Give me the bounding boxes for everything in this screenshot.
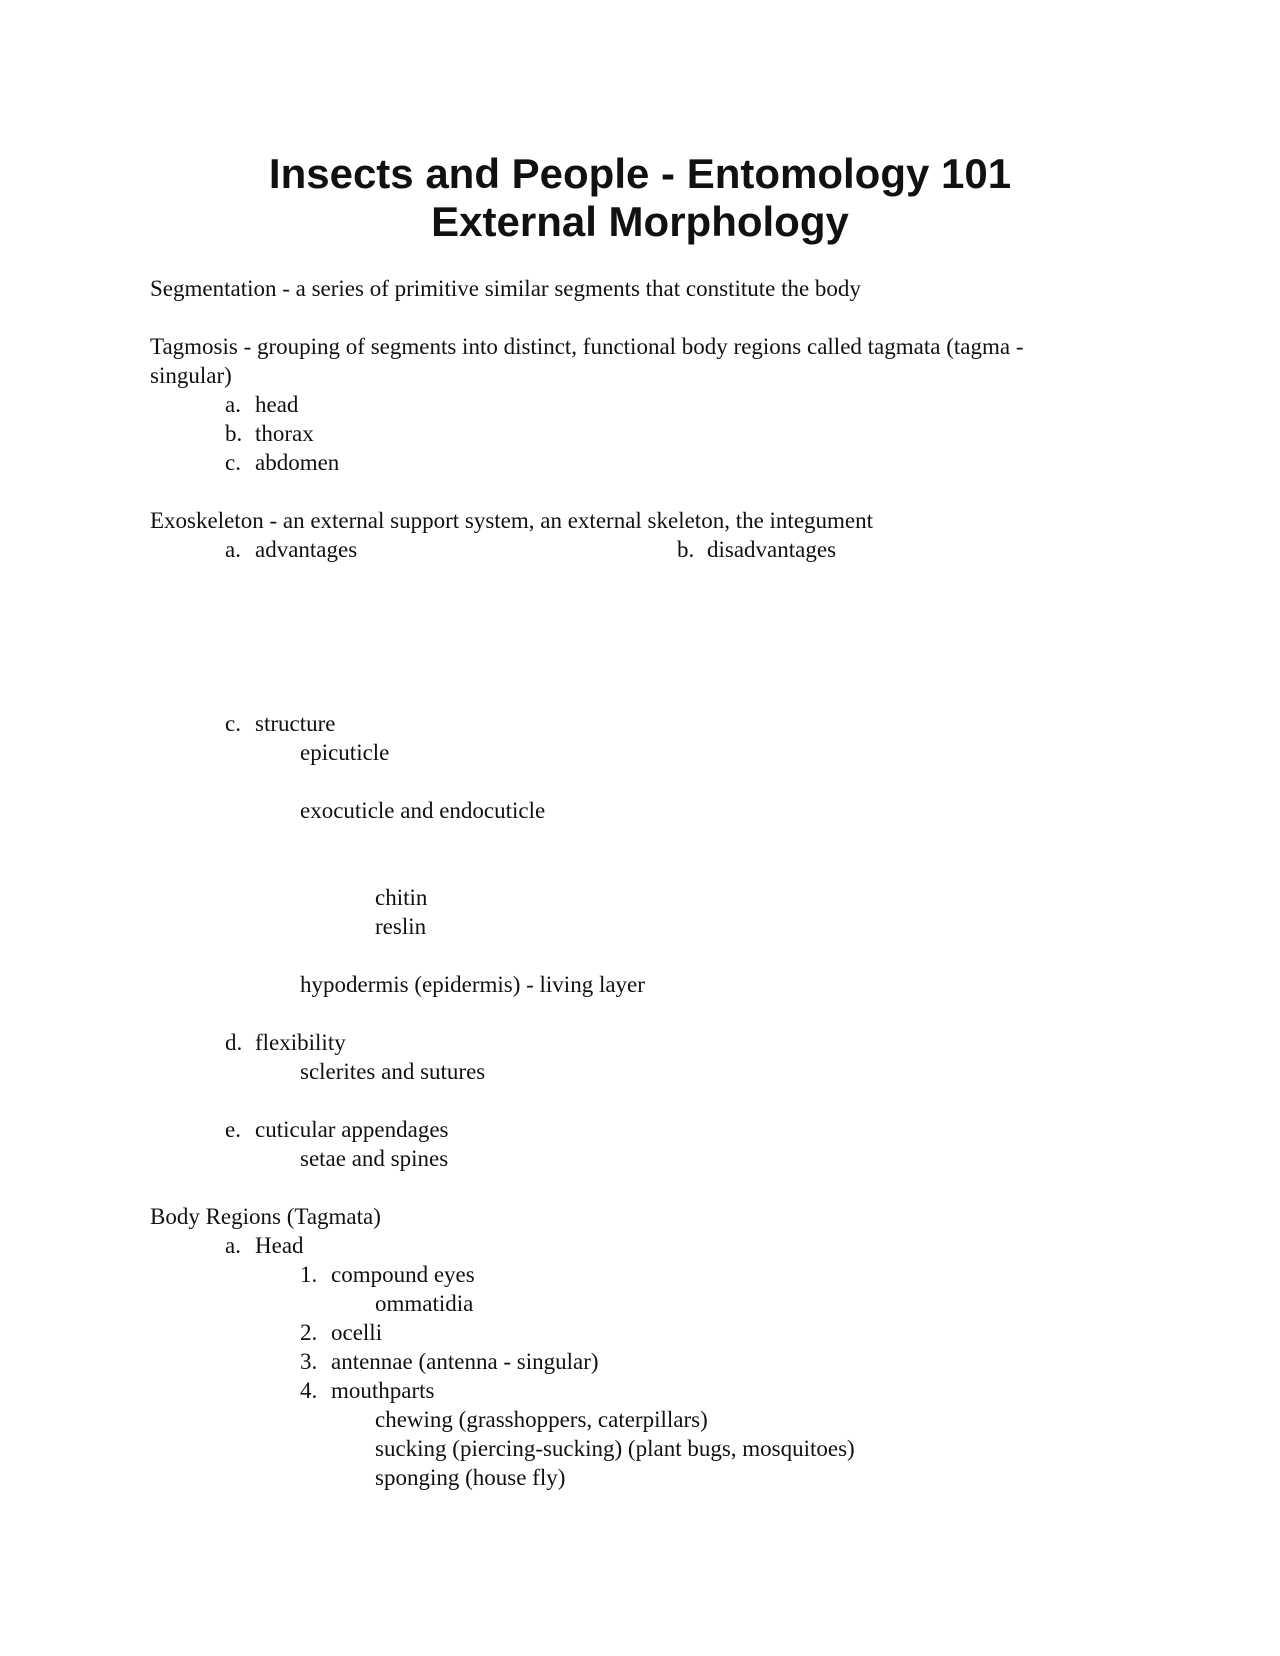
list-marker: 2. [300, 1320, 318, 1345]
mouthparts-item: mouthparts [331, 1378, 435, 1403]
mouthpart-sucking: sucking (piercing-sucking) (plant bugs, mosquitoes) [375, 1436, 855, 1461]
tagma-item-head: head [255, 392, 299, 417]
list-marker: e. [225, 1117, 241, 1142]
tagmosis-paragraph-line-2: singular) [150, 363, 232, 388]
list-marker: 3. [300, 1349, 318, 1374]
ommatidia-item: ommatidia [375, 1291, 474, 1316]
title-line-1: Insects and People - Entomology 101 [268, 150, 1012, 197]
mouthpart-chewing: chewing (grasshoppers, caterpillars) [375, 1407, 708, 1432]
tagmosis-paragraph-line-1: Tagmosis - grouping of segments into distinct, functional body regions called tagmata (tagma - [150, 334, 1024, 359]
list-marker: a. [225, 537, 241, 562]
exoskeleton-paragraph: Exoskeleton - an external support system, an external skeleton, the integument [150, 508, 874, 533]
list-marker: 4. [300, 1378, 318, 1403]
head-region-item: Head [255, 1233, 304, 1258]
sclerites-sutures-item: sclerites and sutures [300, 1059, 486, 1084]
hypodermis-item: hypodermis (epidermis) - living layer [300, 972, 645, 997]
reslin-item: reslin [375, 914, 427, 939]
mouthpart-sponging: sponging (house fly) [375, 1465, 566, 1490]
list-marker: b. [677, 537, 695, 562]
setae-spines-item: setae and spines [300, 1146, 449, 1171]
tagma-item-abdomen: abdomen [255, 450, 340, 475]
exo-endocuticle-item: exocuticle and endocuticle [300, 798, 546, 823]
list-marker: a. [225, 392, 241, 417]
list-marker: 1. [300, 1262, 318, 1287]
cuticular-appendages-item: cuticular appendages [255, 1117, 449, 1142]
list-marker: b. [225, 421, 243, 446]
list-marker: a. [225, 1233, 241, 1258]
flexibility-item: flexibility [255, 1030, 346, 1055]
ocelli-item: ocelli [331, 1320, 383, 1345]
tagma-item-thorax: thorax [255, 421, 314, 446]
segmentation-paragraph: Segmentation - a series of primitive similar segments that constitute the body [150, 276, 861, 301]
body-regions-heading: Body Regions (Tagmata) [150, 1204, 381, 1229]
chitin-item: chitin [375, 885, 428, 910]
epicuticle-item: epicuticle [300, 740, 390, 765]
advantages-item: advantages [255, 537, 358, 562]
disadvantages-item: disadvantages [707, 537, 837, 562]
title-line-2: External Morphology [431, 198, 849, 245]
antennae-item: antennae (antenna - singular) [331, 1349, 599, 1374]
list-marker: c. [225, 450, 241, 475]
list-marker: d. [225, 1030, 243, 1055]
list-marker: c. [225, 711, 241, 736]
structure-item: structure [255, 711, 336, 736]
compound-eyes-item: compound eyes [331, 1262, 475, 1287]
